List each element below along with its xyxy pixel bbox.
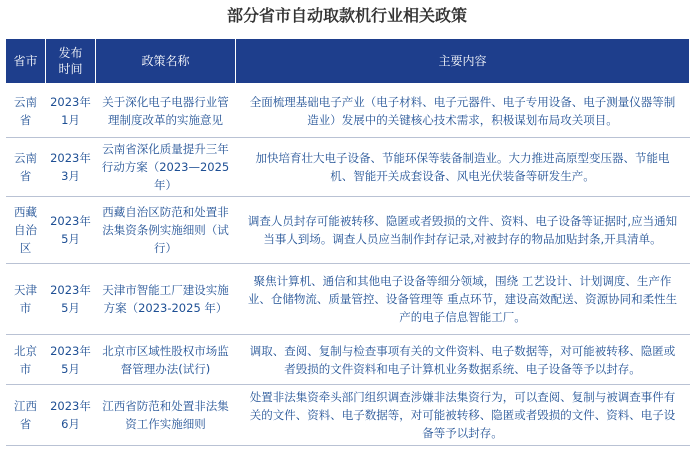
table-row bbox=[6, 385, 690, 446]
cell-policy: 关于深化电子电器行业管理制度改革的实施意见 bbox=[96, 84, 236, 138]
cell-province: 江西省 bbox=[6, 385, 46, 446]
page-title: 部分省市自动取款机行业相关政策 bbox=[226, 6, 467, 25]
table-row bbox=[6, 84, 690, 138]
cell-date: 2023年6月 bbox=[46, 385, 96, 446]
table-header-row bbox=[6, 39, 690, 84]
cell-content: 聚焦计算机、通信和其他电子设备等细分领域，围绕 工艺设计、计划调度、生产作业、仓储物流、质量管控、设备管理等 重点环节，建设高效配送、资源协同和柔性生产的电子信息智能工厂。 bbox=[236, 264, 690, 335]
cell-policy: 云南省深化质量提升三年行动方案（2023—2025年） bbox=[96, 138, 236, 197]
cell-policy: 天津市智能工厂建设实施方案（2023-2025 年） bbox=[96, 264, 236, 335]
header-content: 主要内容 bbox=[236, 39, 690, 84]
cell-date: 2023年5月 bbox=[46, 335, 96, 385]
cell-province: 北京市 bbox=[6, 335, 46, 385]
cell-policy: 北京市区域性股权市场监督管理办法(试行) bbox=[96, 335, 236, 385]
policy-table bbox=[5, 38, 690, 446]
cell-date: 2023年5月 bbox=[46, 197, 96, 264]
cell-province: 云南省 bbox=[6, 84, 46, 138]
cell-policy: 江西省防范和处置非法集资工作实施细则 bbox=[96, 385, 236, 446]
cell-province: 云南省 bbox=[6, 138, 46, 197]
header-date-label: 发布 时间 bbox=[58, 46, 83, 76]
cell-date: 2023年5月 bbox=[46, 264, 96, 335]
cell-province: 西藏自治区 bbox=[6, 197, 46, 264]
table-row bbox=[6, 264, 690, 335]
cell-content: 调取、查阅、复制与检查事项有关的文件资料、电子数据等，对可能被转移、隐匿或者毁损的文件资料和电子计算机业务数据系统、电子设备等予以封存。 bbox=[236, 335, 690, 385]
cell-content: 全面梳理基础电子产业（电子材料、电子元器件、电子专用设备、电子测量仪器等制造业）发展中的关键核心技术需求，积极谋划布局攻关项目。 bbox=[236, 84, 690, 138]
cell-date: 2023年1月 bbox=[46, 84, 96, 138]
header-policy: 政策名称 bbox=[96, 39, 236, 84]
header-province: 省市 bbox=[6, 39, 46, 84]
cell-content: 调查人员封存可能被转移、隐匿或者毁损的文件、资料、电子设备等证据时,应当通知当事人到场。调查人员应当制作封存记录,对被封存的物品加贴封条,开具清单。 bbox=[236, 197, 690, 264]
table-row bbox=[6, 197, 690, 264]
cell-date: 2023年3月 bbox=[46, 138, 96, 197]
cell-content: 处置非法集资牵头部门组织调查涉嫌非法集资行为，可以查阅、复制与被调查事件有关的文件、资料、电子数据等，对可能被转移、隐匿或者毁损的文件、资料、电子设备等予以封存。 bbox=[236, 385, 690, 446]
header-date bbox=[46, 39, 96, 84]
cell-content: 加快培育壮大电子设备、节能环保等装备制造业。大力推进高原型变压器、节能电机、智能开关成套设备、风电光伏装备等研发生产。 bbox=[236, 138, 690, 197]
cell-province: 天津市 bbox=[6, 264, 46, 335]
cell-policy: 西藏自治区防范和处置非法集资条例实施细则（试行） bbox=[96, 197, 236, 264]
table-row bbox=[6, 138, 690, 197]
table-row bbox=[6, 335, 690, 385]
